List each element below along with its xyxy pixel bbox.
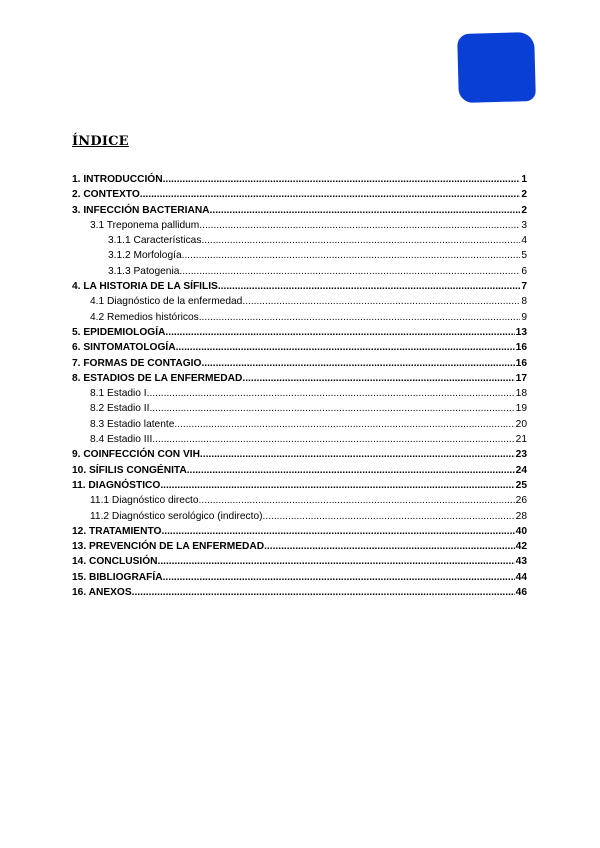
toc-entry-label: 11.2 Diagnóstico serológico (indirecto) (90, 510, 263, 522)
toc-entry[interactable] (72, 447, 527, 462)
toc-entry-label: 5. EPIDEMIOLOGÍA (72, 326, 166, 338)
toc-entry-label: 6. SINTOMATOLOGÍA (72, 342, 176, 354)
toc-entry-page: 26 (515, 495, 527, 507)
toc-leader-dots (160, 478, 514, 493)
toc-entry-page: 1 (521, 174, 527, 185)
toc-entry-label: 3.1.1 Características (108, 235, 202, 247)
toc-entry-page: 19 (515, 403, 527, 415)
toc-entry-label: 7. FORMAS DE CONTAGIO (72, 357, 202, 369)
toc-entry-label: 10. SÍFILIS CONGÉNITA (72, 464, 187, 476)
toc-entry[interactable] (72, 218, 527, 233)
toc-entry-label: 16. ANEXOS (72, 587, 132, 599)
toc-entry-label: 12. TRATAMIENTO (72, 525, 162, 537)
toc-entry-page: 21 (515, 434, 527, 446)
toc-leader-dots (199, 218, 520, 233)
toc-leader-dots (157, 554, 514, 569)
toc-entry[interactable] (72, 356, 527, 371)
toc-leader-dots (187, 463, 515, 478)
toc-entry[interactable] (72, 386, 527, 401)
toc-entry-page: 4 (521, 235, 527, 247)
toc-entry[interactable] (72, 187, 527, 202)
toc-leader-dots (140, 187, 521, 202)
toc-leader-dots (165, 325, 514, 340)
toc-entry-page: 17 (515, 372, 527, 384)
toc-entry-label: 13. PREVENCIÓN DE LA ENFERMEDAD (72, 541, 265, 553)
toc-entry-label: 2. CONTEXTO (72, 189, 140, 201)
toc-entry-page: 6 (521, 265, 527, 277)
toc-entry-page: 16 (515, 342, 527, 354)
toc-entry[interactable] (72, 233, 527, 248)
toc-entry[interactable] (72, 463, 527, 478)
toc-entry-label: 4. LA HISTORIA DE LA SÍFILIS (72, 281, 218, 293)
toc-entry-page: 3 (521, 219, 527, 231)
toc-leader-dots (152, 432, 514, 447)
toc-entry-page: 8 (521, 296, 527, 308)
toc-entry[interactable] (72, 417, 527, 432)
toc-leader-dots (149, 401, 514, 416)
toc-leader-dots (163, 172, 521, 187)
toc-entry[interactable] (72, 524, 527, 539)
toc-entry-page: 28 (515, 510, 527, 522)
toc-entry-label: 4.2 Remedios históricos (90, 311, 199, 323)
toc-entry[interactable] (72, 172, 527, 187)
toc-leader-dots (161, 524, 514, 539)
toc-leader-dots (201, 356, 514, 371)
toc-entry-page: 9 (521, 311, 527, 323)
toc-leader-dots (147, 386, 515, 401)
toc-entry-label: 14. CONCLUSIÓN (72, 556, 158, 568)
redaction-blot (457, 32, 536, 103)
toc-entry-label: 8.2 Estadio II (90, 403, 150, 415)
toc-entry-label: 3.1.3 Patogenia (108, 265, 180, 277)
toc-entry-page: 16 (515, 357, 527, 369)
toc-leader-dots (200, 447, 515, 462)
toc-entry-page: 13 (515, 326, 527, 338)
toc-leader-dots (132, 585, 515, 600)
toc-entry-label: 4.1 Diagnóstico de la enfermedad (90, 296, 243, 308)
toc-entry[interactable] (72, 570, 527, 585)
toc-entry[interactable] (72, 340, 527, 355)
toc-entry-page: 7 (521, 281, 527, 293)
toc-entry-page: 2 (521, 204, 527, 216)
toc-leader-dots (242, 371, 514, 386)
toc-leader-dots (201, 233, 520, 248)
toc-entry[interactable] (72, 279, 527, 294)
toc-leader-dots (218, 279, 520, 294)
toc-entry[interactable] (72, 478, 527, 493)
toc-entry-page: 44 (515, 571, 527, 583)
toc-entry[interactable] (72, 371, 527, 386)
page-title: ÍNDICE (72, 134, 129, 149)
toc-entry-page: 18 (515, 388, 527, 400)
toc-entry-label: 3. INFECCIÓN BACTERIANA (72, 204, 210, 216)
toc-entry-label: 11. DIAGNÓSTICO (72, 479, 161, 491)
toc-leader-dots (242, 294, 520, 309)
toc-entry-page: 24 (515, 464, 527, 476)
toc-entry-label: 1. INTRODUCCIÓN (72, 174, 163, 185)
toc-entry[interactable] (72, 310, 527, 325)
toc-entry[interactable] (72, 294, 527, 309)
toc-entry-page: 42 (515, 541, 527, 553)
toc-entry-label: 9. COINFECCIÓN CON VIH (72, 449, 200, 461)
toc-entry[interactable] (72, 203, 527, 218)
toc-entry-page: 40 (515, 525, 527, 537)
toc-entry-label: 11.1 Diagnóstico directo (90, 495, 199, 507)
toc-entry-page: 23 (515, 449, 527, 461)
toc-entry-label: 8.3 Estadio latente (90, 418, 175, 430)
toc-entry-label: 8.4 Estadio III (90, 434, 153, 446)
toc-leader-dots (179, 264, 520, 279)
toc-entry-page: 20 (515, 418, 527, 430)
toc-entry[interactable] (72, 248, 527, 263)
toc-leader-dots (263, 509, 515, 524)
toc-leader-dots (163, 570, 515, 585)
toc-leader-dots (174, 417, 514, 432)
toc-leader-dots (182, 248, 521, 263)
toc-entry[interactable] (72, 432, 527, 447)
toc-entry-label: 15. BIBLIOGRAFÍA (72, 571, 163, 583)
toc-entry[interactable] (72, 539, 527, 554)
toc-entry-page: 25 (515, 479, 527, 491)
toc-leader-dots (199, 493, 515, 508)
toc-entry-page: 43 (515, 556, 527, 568)
toc-entry[interactable] (72, 325, 527, 340)
table-of-contents (72, 172, 527, 600)
toc-leader-dots (176, 340, 515, 355)
toc-entry-page: 5 (521, 250, 527, 262)
toc-entry-label: 8.1 Estadio I (90, 388, 147, 400)
toc-leader-dots (199, 310, 521, 325)
toc-entry[interactable] (72, 585, 527, 600)
toc-entry-label: 8. ESTADIOS DE LA ENFERMEDAD (72, 372, 243, 384)
toc-entry-label: 3.1.2 Morfología (108, 250, 182, 262)
toc-entry[interactable] (72, 493, 527, 508)
toc-entry[interactable] (72, 509, 527, 524)
toc-entry-label: 3.1 Treponema pallidum (90, 219, 200, 231)
toc-entry[interactable] (72, 264, 527, 279)
toc-entry-page: 2 (521, 189, 527, 201)
toc-leader-dots (210, 203, 521, 218)
toc-leader-dots (264, 539, 515, 554)
toc-entry-page: 46 (515, 587, 527, 599)
toc-entry[interactable] (72, 401, 527, 416)
toc-entry[interactable] (72, 554, 527, 569)
